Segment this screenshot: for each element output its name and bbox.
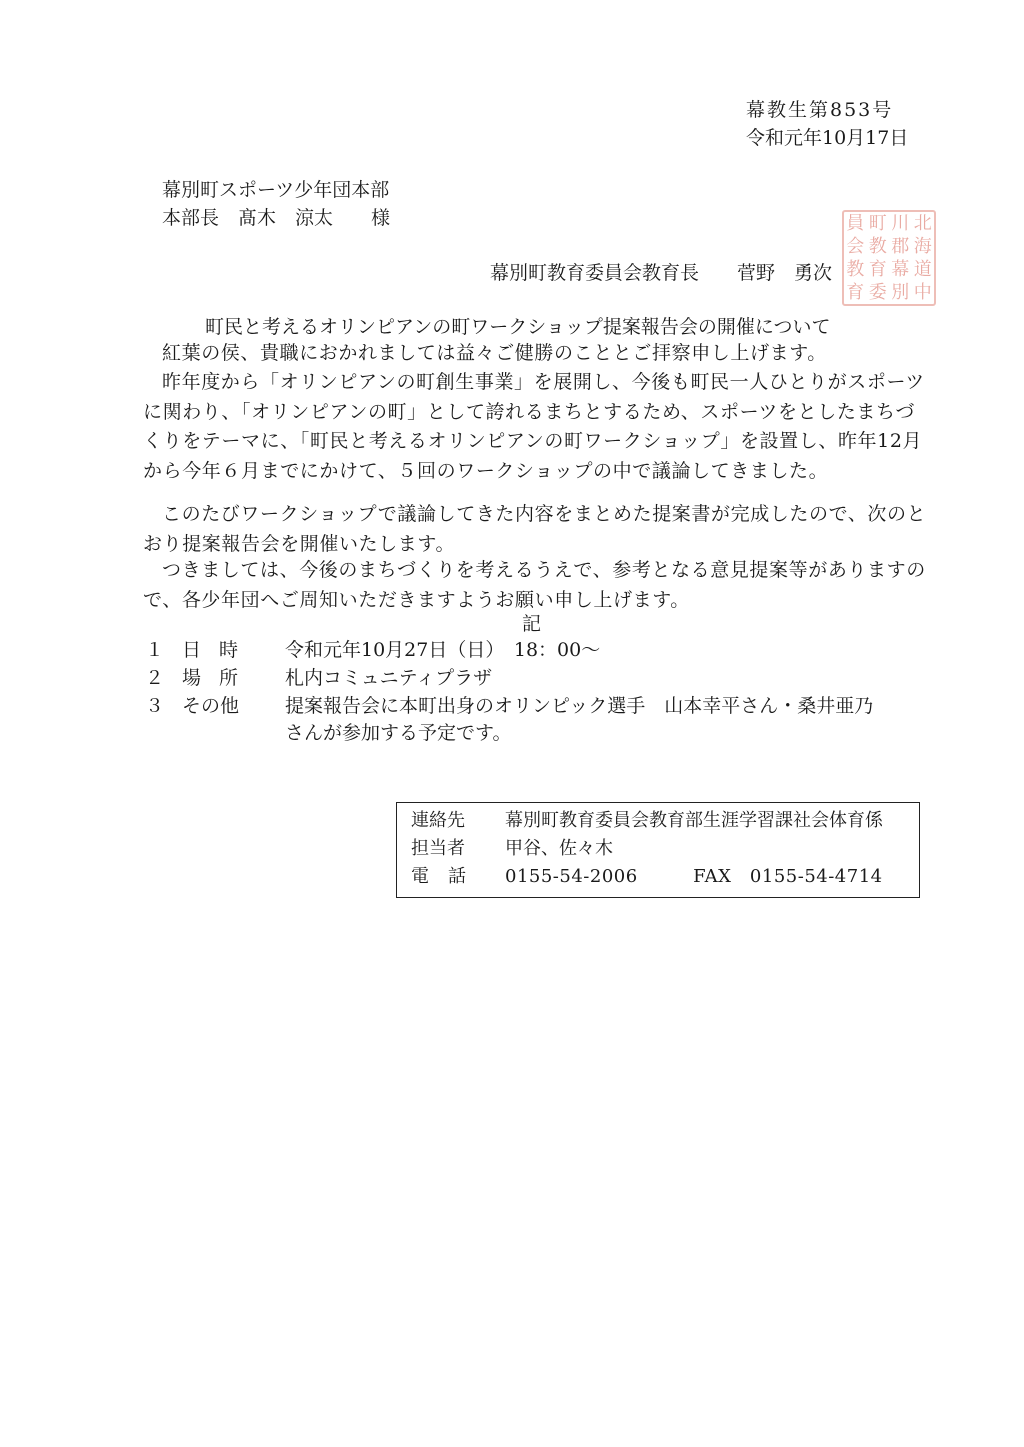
seal-character: 幕: [891, 258, 910, 280]
document-date: 令和元年10月17日: [746, 127, 909, 149]
item-value-other-continued: さんが参加する予定です。: [285, 722, 512, 744]
seal-character: 育: [868, 258, 887, 280]
item-label-other: その他: [182, 695, 240, 717]
sender-name: 幕別町教育委員会教育長 菅野 勇次: [490, 262, 833, 284]
seal-character: 委: [868, 281, 887, 303]
contact-value: 幕別町教育委員会教育部生涯学習課社会体育係: [505, 810, 883, 831]
ki-heading: 記: [522, 613, 542, 635]
seal-character: 教: [868, 235, 887, 257]
item-label-datetime: 日 時: [182, 639, 245, 661]
seal-character: 会: [846, 235, 865, 257]
item-value-other: 提案報告会に本町出身のオリンピック選手 山本幸平さん・桑井亜乃: [285, 695, 874, 717]
seal-character: 海: [913, 235, 932, 257]
contact-label: 連絡先: [411, 810, 465, 831]
item-value-datetime: 令和元年10月27日（日） 18：00～: [285, 639, 601, 661]
item-value-venue: 札内コミュニティプラザ: [285, 667, 493, 689]
contact-row: [411, 807, 883, 835]
seal-character: 町: [868, 212, 887, 234]
seal-character: 員: [846, 212, 865, 234]
seal-character: 川: [891, 212, 910, 234]
contact-label: 担当者: [411, 838, 465, 859]
item-label-venue: 場 所: [182, 667, 245, 689]
contact-row: [411, 835, 613, 863]
item-number: ３: [145, 695, 165, 717]
item-number: ２: [145, 667, 165, 689]
contact-box: [396, 802, 920, 898]
seal-character: 郡: [891, 235, 910, 257]
document-number: 幕教生第853号: [746, 99, 894, 121]
document-subject: 町民と考えるオリンピアンの町ワークショップ提案報告会の開催について: [205, 316, 831, 338]
body-paragraph-announcement: このたびワークショップで議論してきた内容をまとめた提案書が完成したので、次のとおり提案報告会を開催いたします。: [143, 503, 927, 555]
body-paragraph-request: つきましては、今後のまちづくりを考えるうえで、参考となる意見提案等がありますので、各少年団へご周知いただきますようお願い申し上げます。: [143, 559, 926, 611]
official-seal-stamp: [842, 210, 936, 306]
contact-value: 甲谷、佐々木: [505, 838, 613, 859]
seal-character: 別: [891, 281, 910, 303]
contact-row: [411, 863, 883, 891]
seal-character: 育: [846, 281, 865, 303]
body-paragraph-greeting: 紅葉の侯、貴職におかれましては益々ご健勝のこととご拝察申し上げます。: [162, 342, 827, 364]
contact-label: 電 話: [411, 866, 467, 887]
addressee-person: 本部長 髙木 涼太 様: [162, 207, 391, 229]
body-paragraph-background: 昨年度から「オリンピアンの町創生事業」を展開し、今後も町民一人ひとりがスポーツに関わり、「オリンピアンの町」として誇れるまちとするため、スポーツをとしたまちづくりをテーマに、「町民と考えるオリンピアンの町ワークショップ」を設置し、昨年12月から今年６月までにかけて、５回のワークショップの中で議論してきました。: [143, 371, 925, 482]
seal-character: 道: [913, 258, 932, 280]
seal-character: 教: [846, 258, 865, 280]
seal-character: 中: [913, 281, 932, 303]
seal-character: 北: [913, 212, 932, 234]
item-number: １: [145, 639, 165, 661]
contact-value: 0155-54-2006 FAX 0155-54-4714: [505, 866, 883, 887]
addressee-organization: 幕別町スポーツ少年団本部: [162, 179, 390, 201]
